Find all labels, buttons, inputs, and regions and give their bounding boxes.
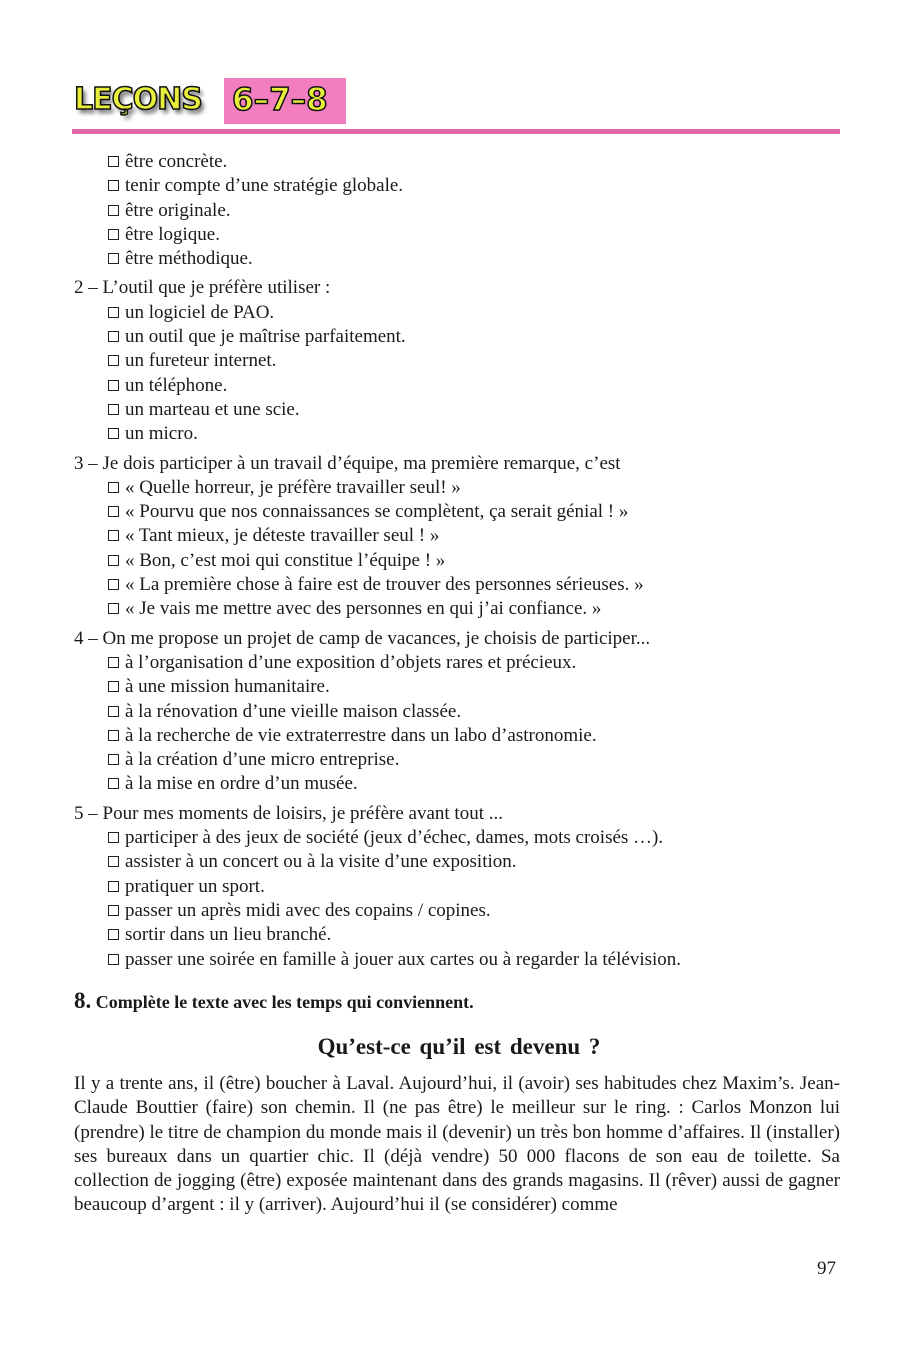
- option-label: tenir compte d’une stratégie globale.: [125, 175, 404, 197]
- option-row: [74, 301, 844, 325]
- option-row: [74, 573, 844, 597]
- option-row: [74, 675, 844, 699]
- option-row: [74, 247, 844, 271]
- option-label: à une mission humanitaire.: [125, 676, 330, 698]
- checkbox[interactable]: [108, 681, 119, 692]
- option-row: [74, 748, 844, 772]
- option-label: « La première chose à faire est de trouver des personnes sérieuses. »: [125, 574, 644, 596]
- option-row: [74, 500, 844, 524]
- question-2: [74, 276, 844, 446]
- option-label: à la rénovation d’une vieille maison classée.: [125, 700, 462, 722]
- option-row: [74, 549, 844, 573]
- option-row: [74, 850, 844, 874]
- option-label: être originale.: [125, 199, 231, 221]
- header-rule: [72, 129, 840, 134]
- option-row: [74, 651, 844, 675]
- option-label: « Je vais me mettre avec des personnes en qui j’ai confiance. »: [125, 598, 602, 620]
- question-3: [74, 452, 844, 622]
- option-row: [74, 923, 844, 947]
- option-label: être logique.: [125, 223, 220, 245]
- option-label: à la recherche de vie extraterrestre dans un labo d’astronomie.: [125, 724, 597, 746]
- option-label: pratiquer un sport.: [125, 875, 265, 897]
- lesson-numbers: 6–7–8: [232, 82, 328, 118]
- questionnaire: [74, 150, 844, 972]
- question-title: 4 – On me propose un projet de camp de vacances, je choisis de participer...: [74, 627, 651, 649]
- checkbox[interactable]: [108, 579, 119, 590]
- checkbox[interactable]: [108, 205, 119, 216]
- option-row: [74, 150, 844, 174]
- checkbox[interactable]: [108, 355, 119, 366]
- question-1-continued: [74, 150, 844, 271]
- option-label: « Pourvu que nos connaissances se complètent, ça serait génial ! »: [125, 501, 629, 523]
- checkbox[interactable]: [108, 229, 119, 240]
- checkbox[interactable]: [108, 156, 119, 167]
- option-label: « Bon, c’est moi qui constitue l’équipe ! »: [125, 549, 446, 571]
- checkbox[interactable]: [108, 754, 119, 765]
- checkbox[interactable]: [108, 307, 119, 318]
- option-label: « Quelle horreur, je préfère travailler seul! »: [125, 476, 461, 498]
- checkbox[interactable]: [108, 881, 119, 892]
- option-label: passer un après midi avec des copains / copines.: [125, 899, 491, 921]
- option-row: [74, 398, 844, 422]
- checkbox[interactable]: [108, 180, 119, 191]
- page-number: 97: [817, 1258, 836, 1279]
- checkbox[interactable]: [108, 506, 119, 517]
- option-row: [74, 174, 844, 198]
- option-row: [74, 700, 844, 724]
- option-label: « Tant mieux, je déteste travailler seul ! »: [125, 525, 440, 547]
- checkbox[interactable]: [108, 530, 119, 541]
- exercise-number: 8.: [74, 988, 92, 1013]
- option-label: être concrète.: [125, 151, 228, 172]
- checkbox[interactable]: [108, 706, 119, 717]
- option-label: à l’organisation d’une exposition d’objets rares et précieux.: [125, 651, 577, 673]
- option-row: [74, 772, 844, 796]
- option-label: à la mise en ordre d’un musée.: [125, 773, 358, 795]
- option-row: [74, 349, 844, 373]
- option-label: un outil que je maîtrise parfaitement.: [125, 326, 406, 348]
- checkbox[interactable]: [108, 929, 119, 940]
- question-title: 2 – L’outil que je préfère utiliser :: [74, 277, 331, 299]
- option-label: être méthodique.: [125, 248, 253, 270]
- lecons-label: LEÇONS: [74, 82, 202, 117]
- checkbox[interactable]: [108, 603, 119, 614]
- exercise-text: Il y a trente ans, il (être) boucher à Laval. Aujourd’hui, il (avoir) ses habitudes chez Maxim’s. Jean-Claude Bouttier (faire) son chemin. Il (ne pas être) le meilleur sur le ring. : Carlos Monzon lui (prendre) le titre de champion du monde mais il (devenir) un très bon homme d’affaires. Il (installer) ses bureaux dans un quartier chic. Il (déjà vendre) 50 000 flacons de son eau de toilette. Sa collection de jogging (être) exposée maintenant dans des grands magasins. Il (rêver) aussi de gagner beaucoup d’argent : il y (arriver). Aujourd’hui il (se considérer) comme: [74, 1073, 840, 1216]
- lesson-number-badge: [224, 78, 346, 124]
- option-row: [74, 899, 844, 923]
- option-row: [74, 524, 844, 548]
- option-label: passer une soirée en famille à jouer aux cartes ou à regarder la télévision.: [125, 948, 682, 970]
- option-row: [74, 223, 844, 247]
- checkbox[interactable]: [108, 954, 119, 965]
- question-title: 5 – Pour mes moments de loisirs, je préfère avant tout ...: [74, 802, 503, 824]
- option-label: participer à des jeux de société (jeux d’échec, dames, mots croisés …).: [125, 827, 664, 849]
- checkbox[interactable]: [108, 778, 119, 789]
- exercise-instruction: Complète le texte avec les temps qui conviennent.: [95, 992, 474, 1012]
- option-row: [74, 476, 844, 500]
- option-row: [74, 325, 844, 349]
- checkbox[interactable]: [108, 253, 119, 264]
- option-label: sortir dans un lieu branché.: [125, 924, 332, 946]
- checkbox[interactable]: [108, 428, 119, 439]
- text-title: Qu’est-ce qu’il est devenu ?: [317, 1034, 601, 1059]
- checkbox[interactable]: [108, 657, 119, 668]
- question-5: [74, 802, 844, 972]
- question-4: [74, 627, 844, 797]
- option-label: assister à un concert ou à la visite d’une exposition.: [125, 851, 517, 873]
- checkbox[interactable]: [108, 730, 119, 741]
- option-row: [74, 374, 844, 398]
- option-row: [74, 875, 844, 899]
- option-label: un téléphone.: [125, 374, 228, 396]
- option-row: [74, 948, 844, 972]
- option-row: [74, 199, 844, 223]
- option-row: [74, 724, 844, 748]
- option-row: [74, 422, 844, 446]
- checkbox[interactable]: [108, 832, 119, 843]
- option-label: un logiciel de PAO.: [125, 301, 275, 323]
- checkbox[interactable]: [108, 482, 119, 493]
- checkbox[interactable]: [108, 856, 119, 867]
- checkbox[interactable]: [108, 555, 119, 566]
- question-title: 3 – Je dois participer à un travail d’équipe, ma première remarque, c’est: [74, 452, 621, 474]
- option-row: [74, 826, 844, 850]
- option-label: à la création d’une micro entreprise.: [125, 749, 400, 771]
- lesson-header: [72, 78, 840, 136]
- checkbox[interactable]: [108, 380, 119, 391]
- checkbox[interactable]: [108, 331, 119, 342]
- checkbox[interactable]: [108, 905, 119, 916]
- checkbox[interactable]: [108, 404, 119, 415]
- exercise-heading: [74, 988, 474, 1014]
- option-label: un fureteur internet.: [125, 350, 277, 372]
- option-label: un marteau et une scie.: [125, 398, 300, 420]
- option-row: [74, 597, 844, 621]
- option-label: un micro.: [125, 423, 198, 445]
